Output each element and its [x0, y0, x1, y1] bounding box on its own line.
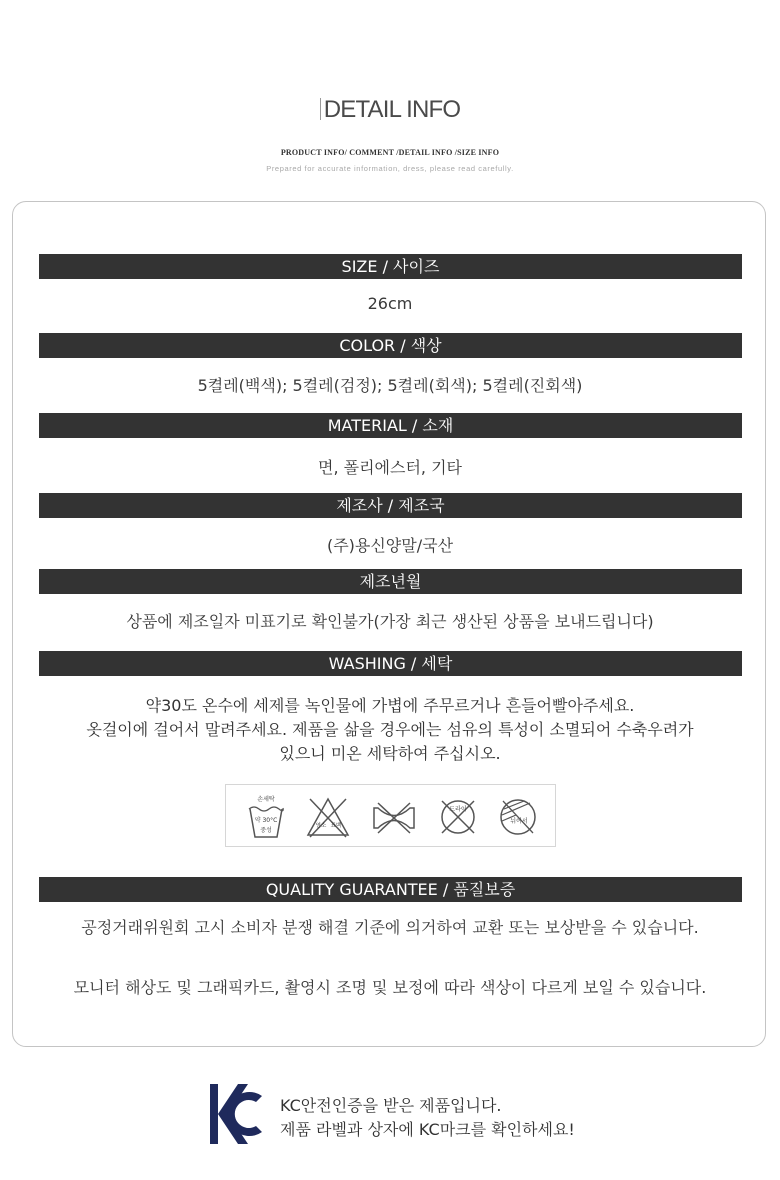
size-heading: SIZE / 사이즈 — [39, 254, 742, 279]
washing-line: 약30도 온수에 세제를 녹인물에 가볍에 주무르거나 흔들어빨아주세요. — [145, 696, 635, 715]
dry-clean-label: 드라이 — [449, 806, 467, 813]
washing-instructions — [12, 694, 768, 766]
quality-heading: QUALITY GUARANTEE / 품질보증 — [39, 877, 742, 902]
date-heading: 제조년월 — [39, 569, 742, 594]
no-dry-clean-icon — [434, 793, 482, 841]
color-heading: COLOR / 색상 — [39, 333, 742, 358]
size-value: 26cm — [367, 294, 413, 313]
prepared-note: Prepared for accurate information, dress, please read carefully. — [266, 164, 514, 173]
hand-wash-label: 손세탁 — [257, 796, 275, 803]
kc-line-1: KC안전인증을 받은 제품입니다. — [280, 1096, 502, 1115]
title-divider — [320, 98, 321, 120]
washing-heading: WASHING / 세탁 — [39, 651, 742, 676]
hand-wash-icon — [242, 793, 290, 841]
no-wring-icon — [370, 793, 418, 841]
kc-mark-icon — [208, 1082, 264, 1146]
page-title-text: DETAIL INFO — [323, 96, 461, 123]
sub-navigation: PRODUCT INFO/ COMMENT /DETAIL INFO /SIZE INFO — [280, 148, 500, 157]
page-title — [0, 96, 780, 124]
lay-flat-dry-icon — [494, 793, 542, 841]
hand-wash-detergent: 중성 — [260, 827, 272, 834]
material-value: 면, 폴리에스터, 기타 — [318, 458, 462, 477]
color-value: 5켤레(백색); 5켤레(검정); 5켤레(회색); 5켤레(진회색) — [197, 376, 583, 395]
lay-flat-label: 뉘어서 — [510, 818, 528, 825]
manufacturer-value: (주)용신양말/국산 — [326, 536, 454, 555]
date-value: 상품에 제조일자 미표기로 확인불가(가장 최근 생산된 상품을 보내드립니다) — [126, 612, 654, 631]
hand-wash-temp: 약 30°C — [254, 817, 278, 824]
bleach-label-bleach: 표백 — [330, 823, 342, 829]
quality-line-2: 모니터 해상도 및 그래픽카드, 촬영시 조명 및 보정에 따라 색상이 다르게 보일 수 있습니다. — [73, 978, 707, 997]
care-symbols — [225, 784, 556, 847]
bleach-label-chlorine: 염소 — [315, 823, 327, 829]
quality-line-1: 공정거래위원회 고시 소비자 분쟁 해결 기준에 의거하여 교환 또는 보상받을 수 있습니다. — [81, 918, 699, 937]
kc-line-2: 제품 라벨과 상자에 KC마크를 확인하세요! — [280, 1120, 575, 1139]
no-bleach-icon — [304, 793, 352, 841]
washing-line: 있으니 미온 세탁하여 주십시오. — [279, 744, 501, 763]
kc-notice — [280, 1094, 575, 1142]
washing-line: 옷걸이에 걸어서 말려주세요. 제품을 삶을 경우에는 섬유의 특성이 소멸되어 수축우려가 — [86, 720, 694, 739]
manufacturer-heading: 제조사 / 제조국 — [39, 493, 742, 518]
material-heading: MATERIAL / 소재 — [39, 413, 742, 438]
